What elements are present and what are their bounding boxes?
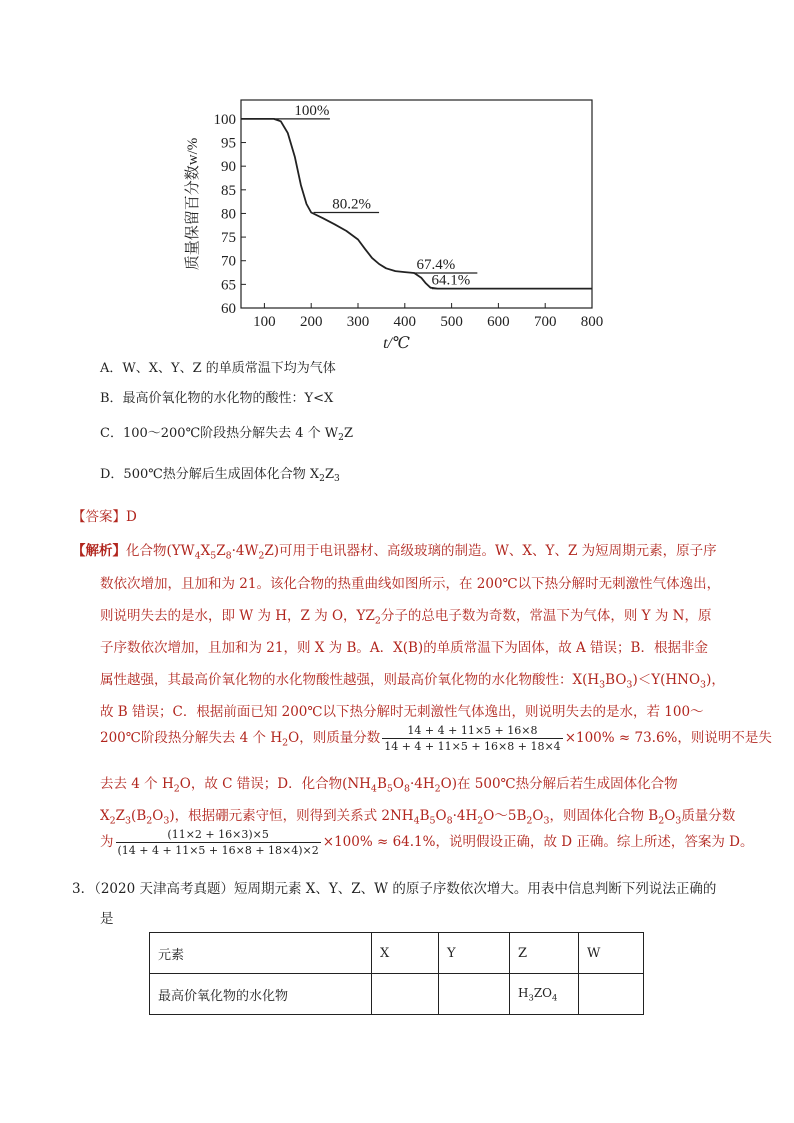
question-text: 3．（2020 天津高考真题）短周期元素 X、Y、Z、W 的原子序数依次增大。用表中信息判断下列说法正确的 [72, 881, 717, 897]
analysis-text: Z [216, 543, 226, 559]
analysis-text: O～5B [483, 808, 527, 824]
analysis-text: ，则固体化合物 B [549, 808, 659, 824]
analysis-line-4 [100, 636, 708, 656]
table-row-label: 最高价氧化物的水化物 [150, 974, 372, 1015]
subscript: 2 [258, 550, 265, 562]
formula-part: ZO [533, 985, 552, 1000]
x-axis-label: t/℃ [383, 335, 410, 352]
option-c-text: C．100～200℃阶段热分解失去 4 个 W [100, 426, 339, 441]
subscript: 4 [413, 815, 420, 827]
fraction-numerator: (11×2 + 16×3)×5 [167, 828, 269, 841]
analysis-text: ·4H [452, 808, 478, 824]
option-d-sub2: 3 [334, 474, 340, 484]
analysis-text: B [419, 808, 430, 824]
subscript: 3 [599, 679, 606, 691]
analysis-text: O [435, 808, 447, 824]
subscript: 3 [528, 992, 534, 1003]
subscript: 2 [477, 815, 484, 827]
mass-fraction-1 [382, 724, 562, 753]
thermogravimetric-chart [180, 90, 620, 360]
analysis-line-8 [100, 772, 678, 795]
subscript: 2 [658, 815, 665, 827]
x-tick-label: 800 [580, 314, 604, 330]
answer-value: D [126, 509, 137, 525]
analysis-text: O [664, 808, 676, 824]
analysis-text: ·4H [409, 776, 435, 792]
x-tick-label: 600 [487, 314, 510, 330]
subscript: 2 [146, 815, 153, 827]
option-b [100, 392, 333, 405]
x-tick-label: 400 [393, 314, 417, 330]
question-text: 是 [100, 911, 114, 927]
subscript: 3 [626, 679, 633, 691]
analysis-line-7 [100, 724, 772, 753]
analysis-text: ×100% ≈ 73.6%，则说明不是失 [564, 730, 772, 746]
table-row [150, 933, 644, 974]
y-tick-label: 65 [221, 277, 236, 294]
table-header-element: 元素 [150, 933, 372, 974]
subscript: 3 [700, 679, 707, 691]
fraction-numerator: 14 + 4 + 11×5 + 16×8 [407, 724, 538, 737]
analysis-text: O [392, 776, 404, 792]
y-tick-label: 95 [221, 135, 236, 152]
x-tick-label: 300 [346, 314, 370, 330]
x-tick-label: 500 [440, 314, 463, 330]
analysis-label: 【解析】 [72, 543, 126, 559]
subscript: 5 [386, 783, 393, 795]
analysis-text: 数依次增加，且加和为 21。该化合物的热重曲线如图所示，在 200℃以下热分解时无刺激性气体逸出， [100, 576, 721, 592]
question-3-stem-cont [100, 907, 114, 927]
analysis-text: 质量分数 [681, 808, 736, 824]
annotation-label: 67.4% [416, 257, 456, 274]
subscript: 2 [374, 615, 381, 627]
table-row [150, 974, 644, 1015]
answer-label: 【答案】 [72, 509, 126, 525]
x-tick-label: 100 [253, 314, 276, 330]
table-cell-x [372, 974, 439, 1015]
subscript: 8 [403, 783, 410, 795]
subscript: 8 [225, 550, 232, 562]
table-header-y: Y [439, 933, 510, 974]
subscript: 2 [434, 783, 441, 795]
analysis-text: 则说明失去的是水，即 W 为 H，Z 为 O，YZ [100, 608, 375, 624]
y-tick-label: 60 [221, 301, 236, 317]
analysis-text: BO [605, 672, 627, 688]
analysis-text: O，故 C 错误；D．化合物(NH [179, 776, 371, 792]
analysis-text: Z [115, 808, 126, 824]
subscript: 4 [552, 992, 558, 1003]
question-3-stem [72, 877, 716, 897]
annotation-label: 80.2% [332, 196, 372, 213]
option-c [100, 427, 353, 443]
option-d-text: D．500℃热分解后生成固体化合物 X [100, 467, 320, 482]
option-c-tail: Z [343, 426, 353, 441]
element-table [149, 932, 644, 1015]
y-tick-label: 100 [213, 111, 236, 128]
option-b-text: B．最高价氧化物的水化物的酸性：Y<X [100, 391, 334, 406]
analysis-line-2 [100, 572, 720, 592]
analysis-text: Z)可用于电讯器材、高级玻璃的制造。W、X、Y、Z 为短周期元素，原子序 [264, 543, 717, 559]
x-tick-label: 200 [299, 314, 323, 330]
x-tick-label: 700 [533, 314, 557, 330]
analysis-line-10 [100, 828, 754, 857]
analysis-line-5 [100, 668, 725, 691]
analysis-text: )，根据硼元素守恒，则得到关系式 2NH [169, 808, 414, 824]
option-d-sub1: 2 [319, 474, 325, 484]
subscript: 2 [173, 783, 180, 795]
analysis-text: )＜Y(HNO [632, 672, 701, 688]
option-c-sub: 2 [338, 433, 344, 443]
option-d-mid: Z [324, 467, 335, 482]
analysis-text: 化合物(YW [126, 543, 195, 559]
analysis-text: 分子的总电子数为奇数，常温下为气体，则 Y 为 N，原 [380, 608, 712, 624]
formula-part: H [518, 985, 529, 1000]
analysis-text: O，则质量分数 [288, 730, 381, 746]
table-header-w: W [579, 933, 644, 974]
analysis-text: ×100% ≈ 64.1%，说明假设正确，故 D 正确。综上所述，答案为 D。 [322, 834, 754, 850]
option-a [100, 362, 336, 375]
subscript: 2 [282, 737, 289, 749]
analysis-text: 故 B 错误；C．根据前面已知 200℃以下热分解时无刺激性气体逸出，则说明失去的是水，若 100～ [100, 704, 704, 720]
analysis-text: O [532, 808, 544, 824]
analysis-line-9 [100, 804, 735, 827]
subscript: 3 [675, 815, 682, 827]
y-tick-label: 90 [221, 159, 236, 176]
subscript: 2 [526, 815, 533, 827]
analysis-text: 属性越强，其最高价氧化物的水化物酸性越强，则最高价氧化物的水化物酸性：X(H [100, 672, 600, 688]
fraction-denominator: 14 + 4 + 11×5 + 16×8 + 18×4 [384, 740, 561, 753]
subscript: 8 [446, 815, 453, 827]
y-axis-label: 质量保留百分数w/% [185, 137, 201, 271]
table-header-x: X [372, 933, 439, 974]
analysis-text: B [376, 776, 387, 792]
analysis-text: X [200, 543, 211, 559]
analysis-text: 去去 4 个 H [100, 776, 174, 792]
analysis-line-3 [100, 604, 711, 627]
y-tick-label: 80 [221, 206, 236, 223]
y-tick-label: 75 [221, 230, 236, 247]
y-tick-label: 85 [221, 182, 236, 199]
subscript: 4 [370, 783, 377, 795]
subscript: 3 [125, 815, 132, 827]
subscript: 5 [210, 550, 217, 562]
analysis-line-1 [72, 539, 717, 562]
analysis-text: ·4W [231, 543, 259, 559]
subscript: 2 [109, 815, 116, 827]
option-d [100, 468, 340, 484]
subscript: 3 [543, 815, 550, 827]
answer-line [72, 505, 137, 525]
analysis-text: X [100, 808, 110, 824]
analysis-line-6 [100, 700, 704, 720]
analysis-text: O)在 500℃热分解后若生成固体化合物 [440, 776, 678, 792]
annotation-label: 64.1% [431, 272, 471, 289]
table-header-z: Z [510, 933, 579, 974]
analysis-text: (B [131, 808, 147, 824]
y-tick-label: 70 [221, 253, 236, 270]
analysis-text: )， [706, 672, 725, 688]
analysis-text: 为 [100, 834, 114, 850]
plot-frame [241, 100, 592, 308]
annotation-label: 100% [294, 102, 330, 119]
option-a-text: A．W、X、Y、Z 的单质常温下均为气体 [100, 361, 336, 376]
fraction-denominator: (14 + 4 + 11×5 + 16×8 + 18×4)×2 [117, 844, 319, 857]
table-cell-w [579, 974, 644, 1015]
table-cell-z [510, 974, 579, 1015]
mass-fraction-2 [116, 828, 321, 857]
subscript: 5 [429, 815, 436, 827]
subscript: 4 [194, 550, 201, 562]
table-cell-y [439, 974, 510, 1015]
analysis-text: 子序数依次增加，且加和为 21，则 X 为 B。A．X(B)的单质常温下为固体，故 A 错误；B．根据非金 [100, 640, 708, 656]
subscript: 3 [163, 815, 170, 827]
analysis-text: O [152, 808, 164, 824]
analysis-text: 200℃阶段热分解失去 4 个 H [100, 730, 283, 746]
